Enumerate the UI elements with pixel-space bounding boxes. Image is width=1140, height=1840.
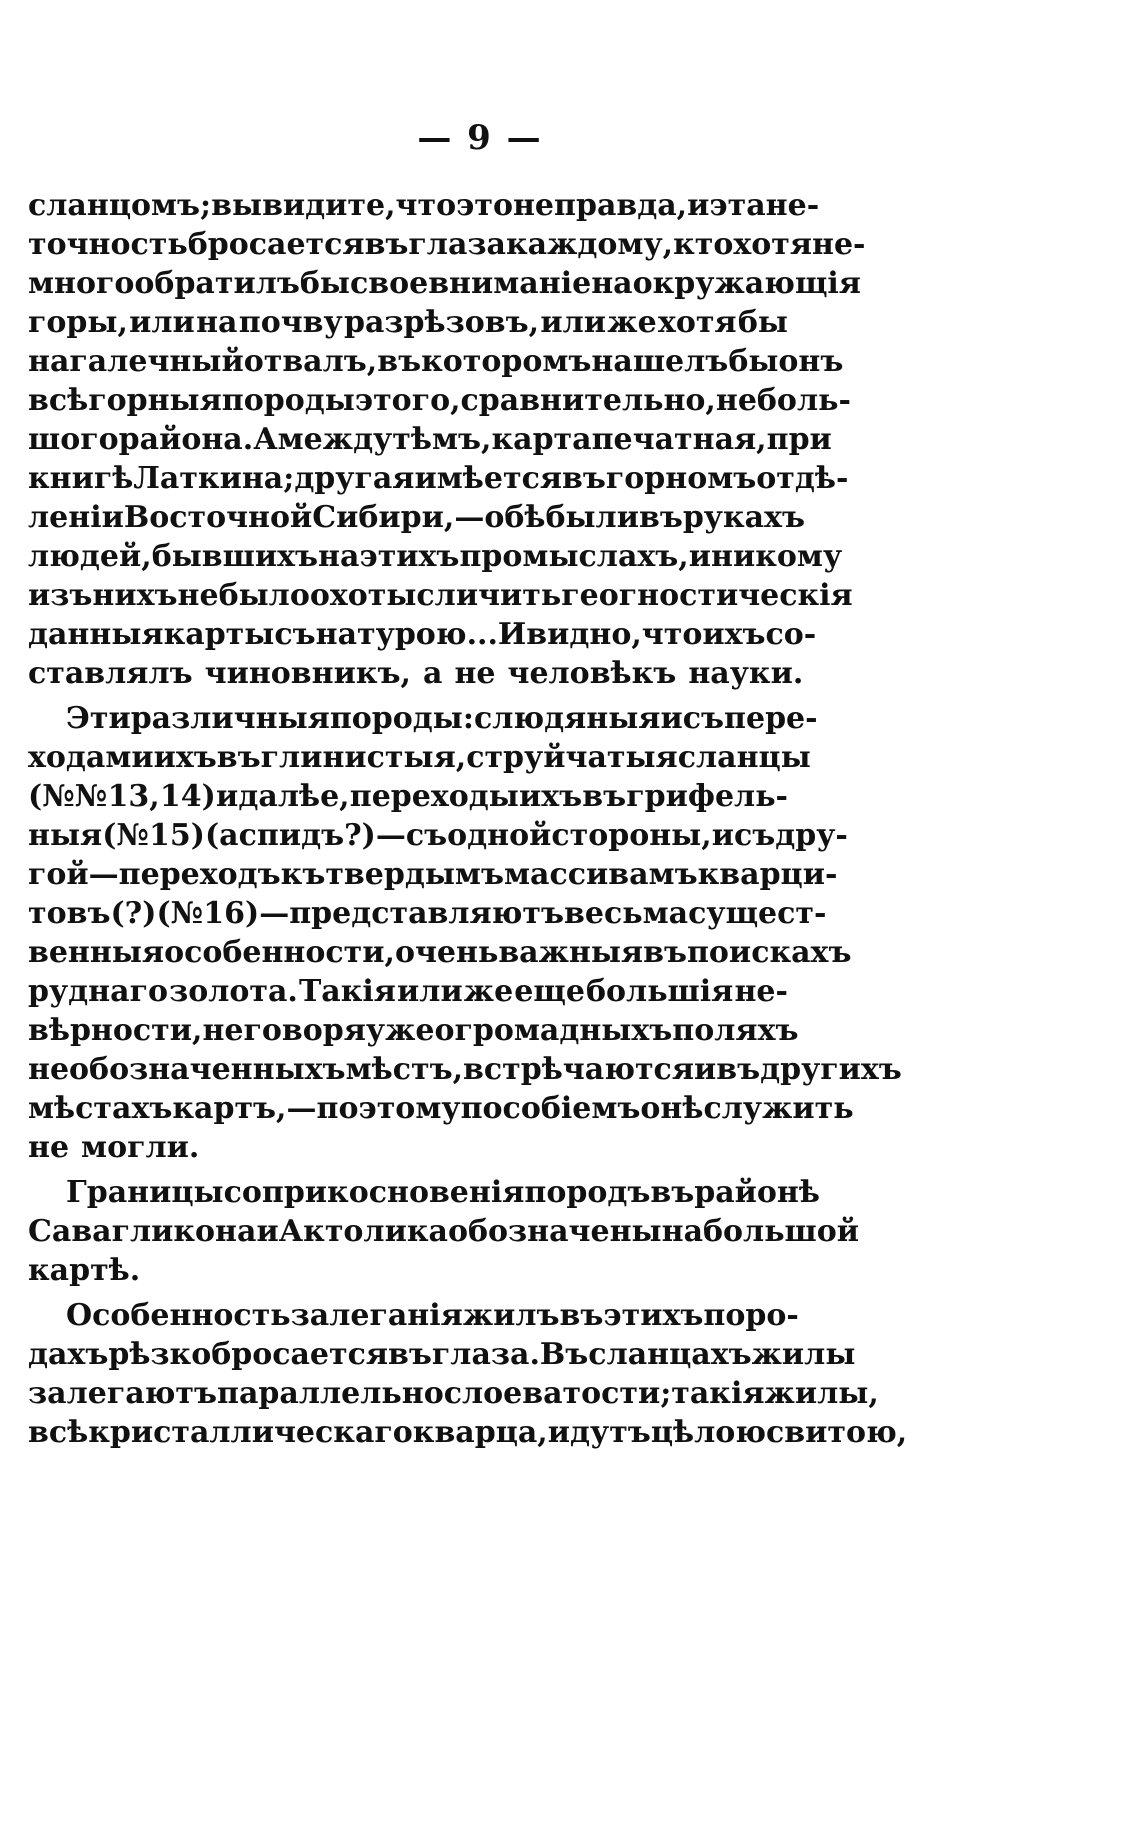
- word: глаза.: [431, 1337, 540, 1372]
- word: тѣмъ,: [392, 422, 492, 457]
- word: рукахъ: [682, 500, 806, 535]
- word: идутъ: [547, 1415, 651, 1450]
- word: глинистыя,: [260, 740, 467, 775]
- word: которомъ: [421, 344, 592, 379]
- text-line: [28, 1173, 820, 1212]
- word: такія: [671, 1376, 765, 1411]
- word: представляютъ: [289, 896, 565, 931]
- word: онѣ: [640, 1091, 704, 1126]
- word: товъ: [28, 896, 111, 931]
- text-line: [28, 1296, 799, 1335]
- text-line: [28, 816, 848, 855]
- word: пере-: [724, 701, 818, 736]
- word: въ: [582, 779, 627, 814]
- word: бросается: [211, 1337, 389, 1372]
- word: хотя: [733, 227, 813, 262]
- text-line: [28, 777, 788, 816]
- word: золота.: [169, 974, 298, 1009]
- word: струйчатыя: [466, 740, 678, 775]
- word: сланцы: [677, 740, 811, 775]
- word: не: [177, 578, 219, 613]
- word: ихъ: [702, 617, 766, 652]
- word: важныя: [498, 935, 644, 970]
- text-line: [28, 894, 827, 933]
- word: и: [216, 779, 239, 814]
- page-number: — 9 —: [417, 118, 543, 158]
- text-line: [28, 699, 818, 738]
- word: и: [711, 818, 734, 853]
- word: отдѣ-: [756, 461, 849, 496]
- body-text: [28, 186, 908, 1452]
- text-line: [28, 1011, 799, 1050]
- word: съ: [274, 617, 316, 652]
- word: необозначенныхъ: [28, 1052, 346, 1087]
- word: 15): [149, 818, 205, 853]
- word: въ: [638, 500, 683, 535]
- word: встрѣчаются: [463, 1052, 694, 1087]
- word: горномъ: [605, 461, 757, 496]
- word: натурою...: [315, 617, 498, 652]
- word: горы,: [28, 305, 128, 340]
- text-line: [28, 1128, 788, 1167]
- word: жилы,: [764, 1376, 879, 1411]
- word: обѣ: [484, 500, 546, 535]
- word: галечный: [69, 344, 244, 379]
- word: леніи: [28, 500, 124, 535]
- word: нихъ: [92, 578, 178, 613]
- word: книгѣ: [28, 461, 134, 496]
- paragraph: [28, 186, 866, 693]
- word: вы: [211, 188, 263, 223]
- word: залегаютъ: [28, 1376, 218, 1411]
- word: въ: [377, 344, 422, 379]
- word: вниманіе: [428, 266, 592, 301]
- word: каждому,: [505, 227, 674, 262]
- word: между: [277, 422, 393, 457]
- word: Латкина;: [133, 461, 295, 496]
- word: Такія: [298, 974, 396, 1009]
- word: этого,: [354, 383, 461, 418]
- word: нашелъ: [591, 344, 729, 379]
- word: очень: [394, 935, 499, 970]
- text-line: [28, 1251, 788, 1290]
- word: къ: [280, 857, 326, 892]
- word: кварци-: [697, 857, 838, 892]
- word: въ: [559, 1298, 604, 1333]
- word: ходами: [28, 740, 154, 775]
- word: точность: [28, 227, 188, 262]
- word: бывшихъ: [151, 539, 319, 574]
- word: картъ,—поэтому: [172, 1091, 461, 1126]
- word: весьма: [564, 896, 689, 931]
- word: въ: [562, 461, 606, 496]
- word: не-: [734, 974, 788, 1009]
- word: рѣзко: [108, 1337, 212, 1372]
- word: неправда,: [512, 188, 688, 223]
- word: съ: [733, 818, 776, 853]
- word: не-: [765, 188, 820, 223]
- word: района.: [118, 422, 254, 457]
- word: это: [456, 188, 513, 223]
- word: уже: [365, 1013, 435, 1048]
- word: отвалъ,: [243, 344, 378, 379]
- word: слюдяныя: [473, 701, 661, 736]
- word: 16): [203, 896, 260, 931]
- word: Актолика: [278, 1214, 448, 1249]
- word: имѣется: [414, 461, 562, 496]
- word: жилъ: [462, 1298, 560, 1333]
- word: шого: [28, 422, 119, 457]
- word: дру-: [775, 818, 848, 853]
- word: съ: [682, 701, 725, 736]
- word: о: [434, 1013, 455, 1048]
- word: большія: [586, 974, 734, 1009]
- word: никому: [711, 539, 843, 574]
- word: венныя: [28, 935, 165, 970]
- word: породъ: [524, 1175, 651, 1210]
- text-line: [28, 972, 788, 1011]
- word: (№: [102, 818, 150, 853]
- paragraph: [28, 1296, 908, 1452]
- text-line: [28, 420, 832, 459]
- word: переходы: [349, 779, 519, 814]
- word: служить: [703, 1091, 854, 1126]
- word: массивамъ: [503, 857, 698, 892]
- word: чиновникъ,: [204, 656, 411, 691]
- word: гой—переходъ: [28, 857, 281, 892]
- word: Восточной: [123, 500, 313, 535]
- word: со-: [765, 617, 817, 652]
- text-line: [28, 303, 788, 342]
- word: ныя: [28, 818, 103, 853]
- text-line: [28, 537, 843, 576]
- text-line: [28, 654, 804, 693]
- word: же: [607, 305, 657, 340]
- word: И: [497, 617, 527, 652]
- text-line: [28, 1413, 908, 1452]
- word: ихъ: [518, 779, 583, 814]
- word: сличить: [416, 578, 562, 613]
- word: людей,: [28, 539, 152, 574]
- word: на: [591, 266, 633, 301]
- word: промыслахъ,: [459, 539, 689, 574]
- word: въ: [643, 935, 687, 970]
- word: онъ: [778, 344, 844, 379]
- word: этихъ: [359, 539, 460, 574]
- word: много: [28, 266, 135, 301]
- word: (№: [156, 896, 204, 931]
- word: залеганія: [290, 1298, 463, 1333]
- word: 13,: [107, 779, 160, 814]
- word: въ: [650, 1175, 695, 1210]
- word: а: [422, 656, 443, 691]
- text-line: [28, 342, 844, 381]
- paragraph: [28, 699, 902, 1167]
- word: на: [28, 344, 70, 379]
- word: свое: [349, 266, 429, 301]
- word: далѣе,: [238, 779, 350, 814]
- word: видите,: [262, 188, 396, 223]
- word: всѣ: [28, 383, 89, 418]
- word: ставлялъ: [28, 656, 193, 691]
- word: сланцахъ: [588, 1337, 752, 1372]
- word: грифель-: [626, 779, 788, 814]
- word: было: [218, 578, 310, 613]
- word: слоеватости;: [443, 1376, 672, 1411]
- word: и: [660, 701, 683, 736]
- word: большой: [703, 1214, 860, 1249]
- word: геогностическія: [561, 578, 853, 613]
- word: всѣ: [28, 1415, 89, 1450]
- word: видно,: [526, 617, 642, 652]
- text-line: [28, 615, 817, 654]
- word: науки.: [688, 656, 804, 691]
- word: изъ: [28, 578, 93, 613]
- word: неболь-: [715, 383, 851, 418]
- word: печатная,: [591, 422, 767, 457]
- word: или: [397, 974, 463, 1009]
- word: не-: [812, 227, 866, 262]
- word: Савагликона: [28, 1214, 257, 1249]
- word: на: [196, 305, 238, 340]
- text-line: [28, 1212, 860, 1251]
- word: мѣстъ,: [345, 1052, 464, 1087]
- word: при: [766, 422, 832, 457]
- text-line: [28, 498, 806, 537]
- word: сланцомъ;: [28, 188, 212, 223]
- text-line: [28, 459, 849, 498]
- word: данныя: [28, 617, 164, 652]
- word: были: [545, 500, 639, 535]
- text-line: [28, 933, 852, 972]
- word: кристаллическаго: [88, 1415, 413, 1450]
- word: Сибири,: [312, 500, 455, 535]
- word: на: [661, 1214, 704, 1249]
- word: поискахъ: [686, 935, 852, 970]
- word: глаза: [408, 227, 506, 262]
- word: поро-: [703, 1298, 799, 1333]
- word: бы: [299, 266, 350, 301]
- word: мѣстахъ: [28, 1091, 173, 1126]
- word: другая: [294, 461, 415, 496]
- word: еще: [514, 974, 585, 1009]
- word: соприкосновенія: [223, 1175, 525, 1210]
- word: громадныхъ: [454, 1013, 673, 1048]
- word: руднаго: [28, 974, 168, 1009]
- word: поляхъ: [672, 1013, 799, 1048]
- text-line: [28, 576, 853, 615]
- word: не: [202, 1013, 244, 1048]
- word: различныя: [130, 701, 330, 736]
- word: породы:: [329, 701, 474, 736]
- word: (аспидъ?)—съ: [204, 818, 448, 853]
- word: не: [454, 656, 496, 691]
- text-line: [28, 186, 820, 225]
- word: вѣрности,: [28, 1013, 203, 1048]
- word: этихъ: [603, 1298, 704, 1333]
- word: въ: [364, 227, 409, 262]
- word: въ: [216, 740, 261, 775]
- text-line: [28, 1374, 879, 1413]
- word: сравнительно,: [460, 383, 716, 418]
- paragraph: [28, 1173, 860, 1290]
- text-line: [28, 1089, 854, 1128]
- word: ихъ: [153, 740, 217, 775]
- word: или: [540, 305, 607, 340]
- word: обозначены: [447, 1214, 662, 1249]
- word: и: [687, 188, 710, 223]
- word: что: [395, 188, 457, 223]
- word: параллельно: [217, 1376, 444, 1411]
- text-line: [28, 381, 851, 420]
- word: разрѣзовъ,: [344, 305, 540, 340]
- text-line: [28, 225, 866, 264]
- word: Границы: [66, 1175, 224, 1210]
- text-line: [28, 264, 861, 303]
- word: и: [256, 1214, 279, 1249]
- word: хотя: [657, 305, 737, 340]
- word: сущест-: [688, 896, 827, 931]
- word: районѣ: [694, 1175, 820, 1210]
- word: стороны,: [551, 818, 712, 853]
- word: —: [454, 500, 485, 535]
- word: и: [693, 1052, 717, 1087]
- word: породы: [221, 383, 355, 418]
- word: —: [259, 896, 290, 931]
- word: человѣкъ: [507, 656, 677, 691]
- word: одной: [447, 818, 552, 853]
- word: говоря: [243, 1013, 366, 1048]
- word: (№№: [28, 779, 108, 814]
- word: 14): [159, 779, 216, 814]
- word: Особенность: [66, 1298, 291, 1333]
- text-line: [28, 1335, 856, 1374]
- word: твердымъ: [325, 857, 504, 892]
- text-line: [28, 855, 838, 894]
- word: что: [641, 617, 703, 652]
- word: окружающія: [632, 266, 861, 301]
- word: почву: [238, 305, 343, 340]
- word: кварца,: [412, 1415, 548, 1450]
- word: или: [129, 305, 195, 340]
- word: дахъ: [28, 1337, 109, 1372]
- word: обратилъ: [134, 266, 300, 301]
- word: и: [688, 539, 711, 574]
- word: могли.: [81, 1130, 200, 1165]
- word: картѣ.: [28, 1253, 141, 1288]
- word: пособіемъ: [460, 1091, 641, 1126]
- word: цѣлою: [650, 1415, 767, 1450]
- text-line: [28, 738, 811, 777]
- word: бы: [728, 344, 779, 379]
- word: бросается: [187, 227, 365, 262]
- word: же: [463, 974, 514, 1009]
- word: охоты: [309, 578, 417, 613]
- word: карта: [491, 422, 592, 457]
- word: А: [253, 422, 278, 457]
- word: Въ: [539, 1337, 589, 1372]
- word: особенности,: [164, 935, 395, 970]
- word: эта: [709, 188, 766, 223]
- word: карты: [163, 617, 275, 652]
- word: на: [318, 539, 360, 574]
- word: свитою,: [766, 1415, 908, 1450]
- word: въ: [388, 1337, 432, 1372]
- word: другихъ: [760, 1052, 902, 1087]
- word: Эти: [66, 701, 131, 736]
- word: горныя: [88, 383, 222, 418]
- word: кто: [673, 227, 734, 262]
- word: жилы: [751, 1337, 856, 1372]
- word: бы: [737, 305, 788, 340]
- text-line: [28, 1050, 902, 1089]
- word: не: [28, 1130, 70, 1165]
- word: (?): [110, 896, 157, 931]
- word: въ: [716, 1052, 761, 1087]
